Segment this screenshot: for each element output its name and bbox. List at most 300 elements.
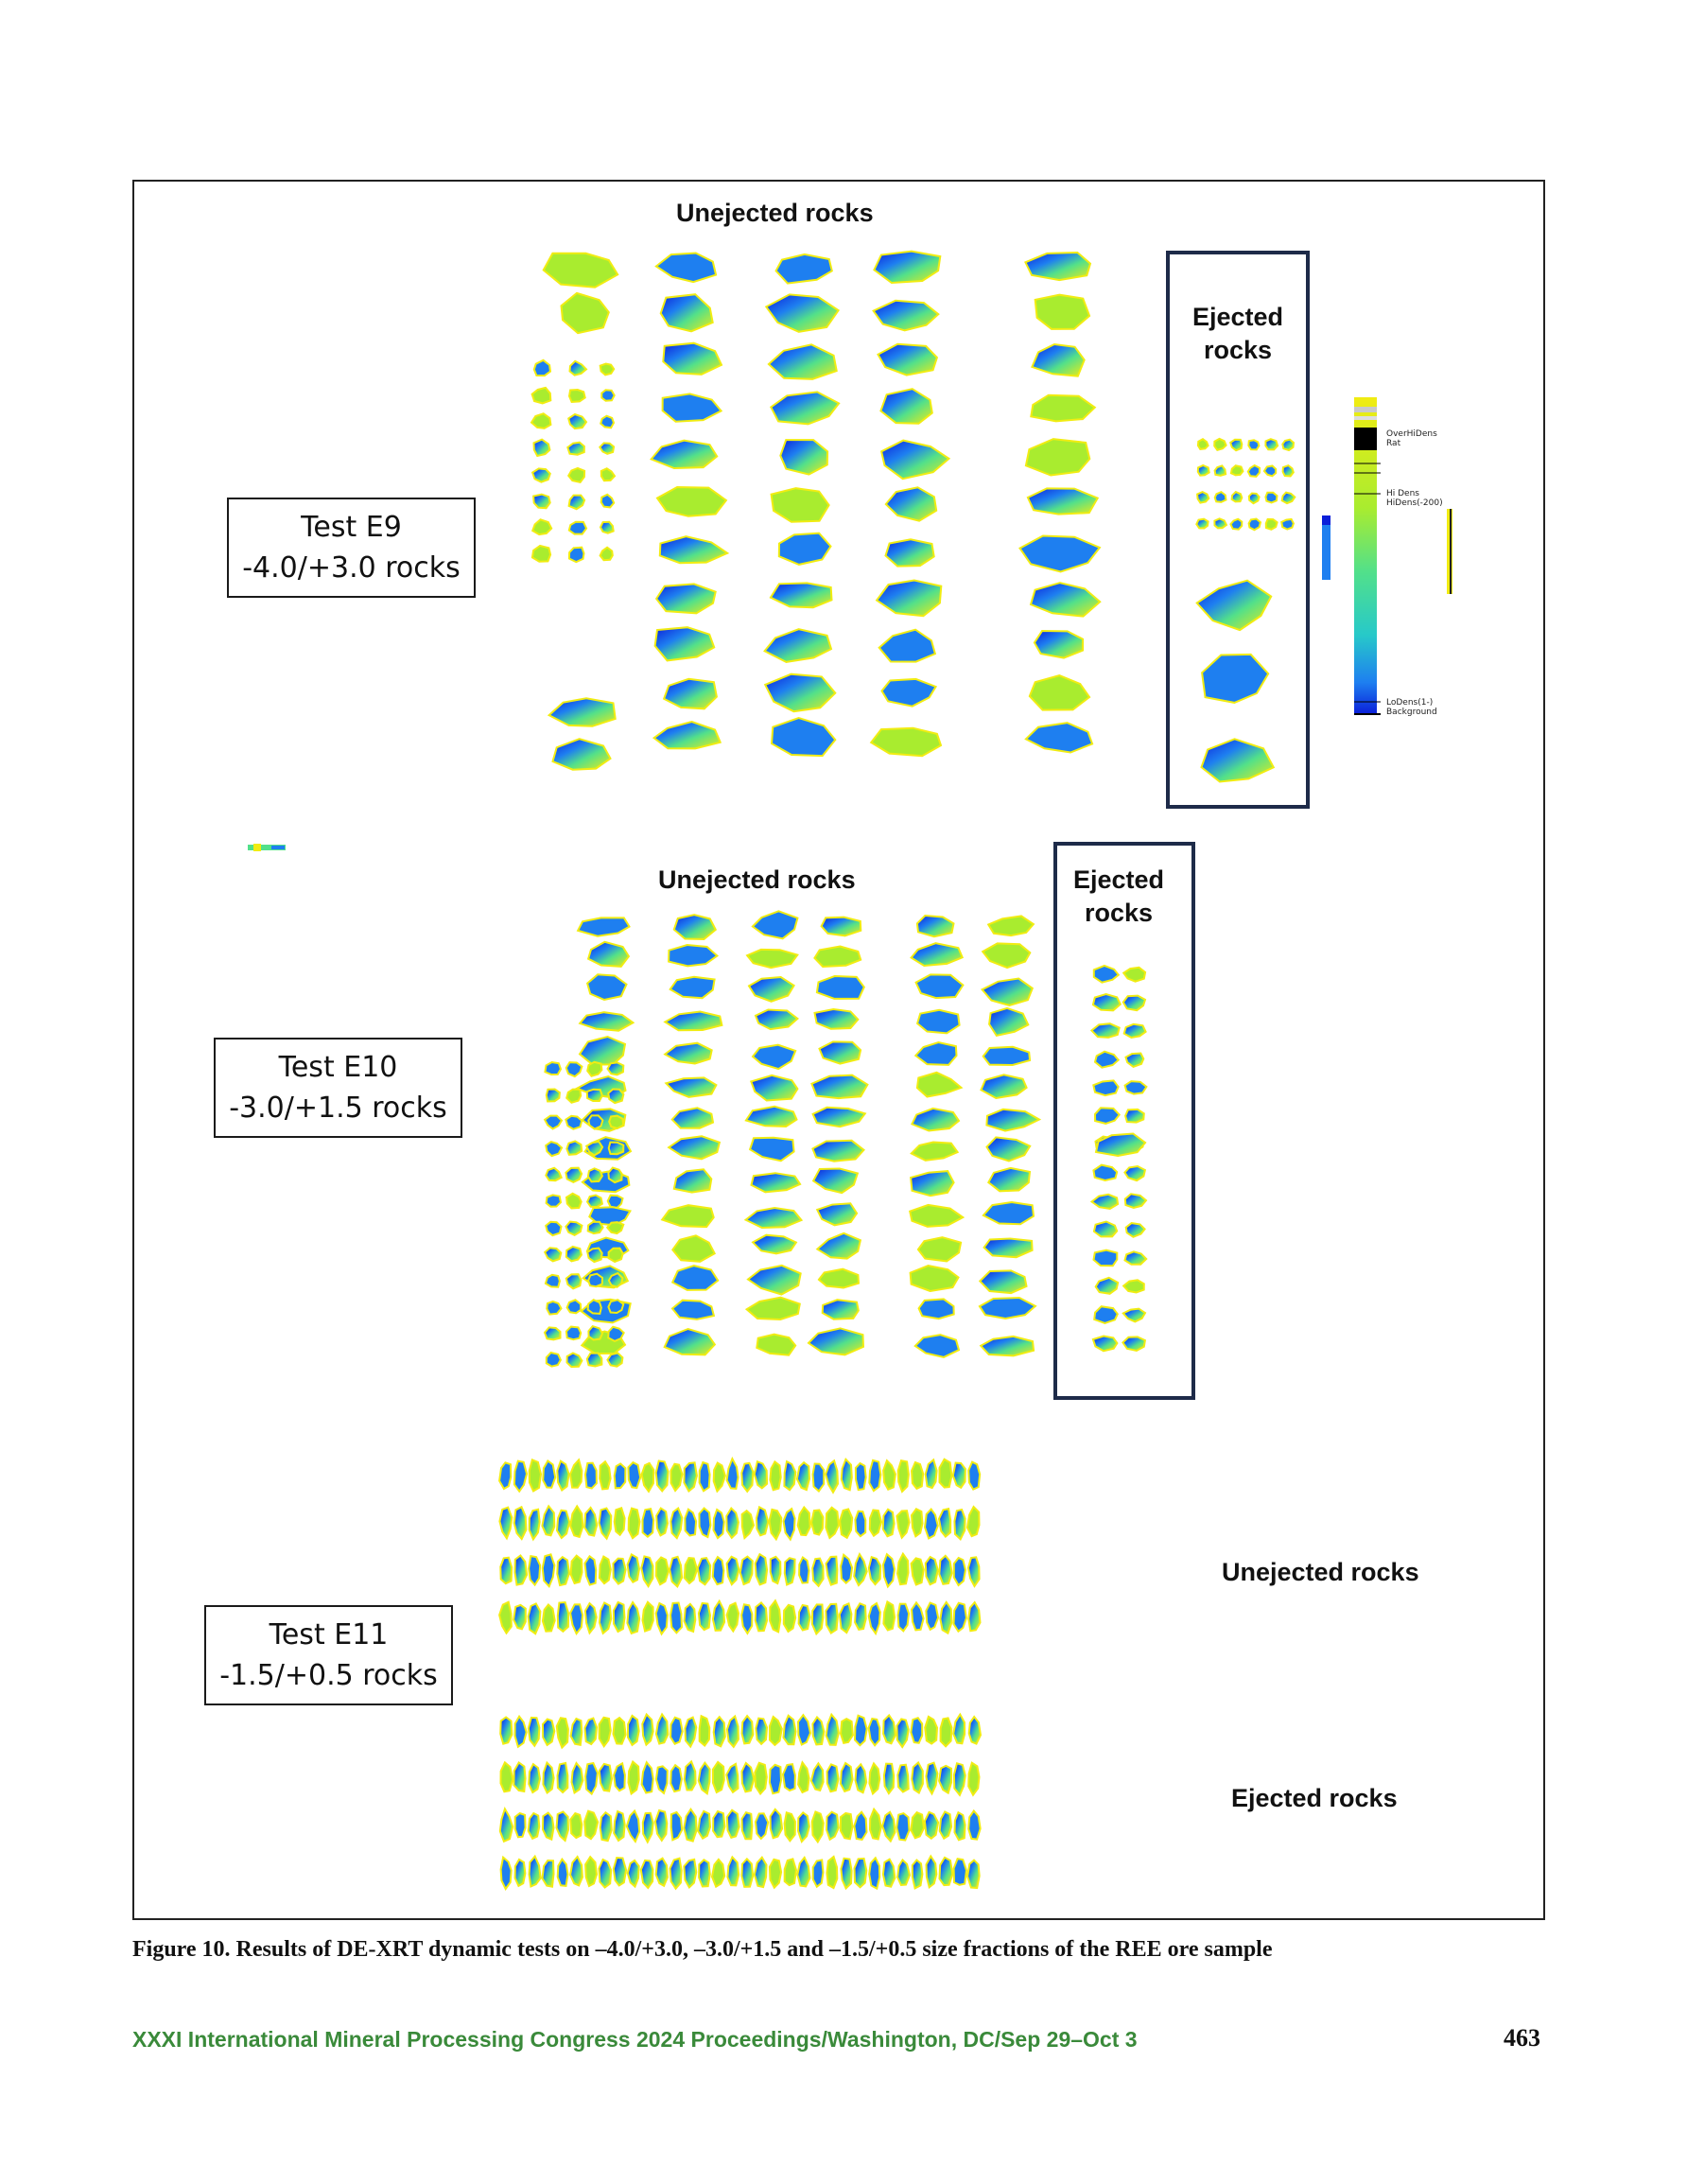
rock bbox=[855, 1716, 867, 1746]
rock bbox=[699, 1860, 710, 1886]
rock bbox=[747, 950, 797, 968]
rock bbox=[557, 1461, 568, 1491]
rock bbox=[748, 1266, 801, 1295]
rock bbox=[883, 1510, 895, 1537]
e10-unejected-label: Unejected rocks bbox=[658, 865, 856, 894]
rock bbox=[869, 1719, 880, 1745]
rock bbox=[608, 1196, 623, 1208]
rock bbox=[955, 1812, 965, 1840]
rock bbox=[601, 495, 615, 508]
rock bbox=[784, 1461, 795, 1490]
rock bbox=[811, 1075, 867, 1099]
rock bbox=[655, 1810, 667, 1841]
rock bbox=[643, 1509, 654, 1537]
rock bbox=[670, 1464, 682, 1491]
rock bbox=[742, 1716, 754, 1743]
rock bbox=[727, 1557, 739, 1584]
rock bbox=[940, 1858, 953, 1885]
rock bbox=[557, 1511, 569, 1538]
rock bbox=[629, 1509, 640, 1539]
rock bbox=[566, 1194, 582, 1209]
rock bbox=[756, 1554, 767, 1584]
rock bbox=[797, 1462, 809, 1490]
rock bbox=[553, 739, 611, 770]
rock bbox=[886, 487, 936, 520]
rock bbox=[874, 252, 940, 283]
rock bbox=[558, 1602, 568, 1632]
rock bbox=[817, 1233, 861, 1259]
rock bbox=[870, 1809, 881, 1840]
rock bbox=[882, 1812, 895, 1842]
rock bbox=[714, 1463, 725, 1492]
rock bbox=[954, 1603, 967, 1632]
rock bbox=[578, 917, 629, 935]
rock bbox=[501, 1858, 512, 1889]
rock bbox=[600, 1603, 611, 1634]
rock bbox=[545, 1062, 561, 1075]
rock bbox=[685, 1761, 696, 1790]
rock bbox=[741, 1463, 753, 1492]
density-scale-bar bbox=[1354, 397, 1381, 714]
rock bbox=[601, 468, 615, 480]
rock bbox=[726, 1509, 739, 1538]
rock bbox=[587, 1354, 602, 1367]
rock bbox=[988, 916, 1034, 935]
rock bbox=[656, 1509, 668, 1536]
rock bbox=[939, 1509, 950, 1537]
rock bbox=[656, 1766, 668, 1793]
rock bbox=[798, 1508, 810, 1536]
rock bbox=[770, 1717, 782, 1745]
rock bbox=[917, 1010, 960, 1034]
rock bbox=[572, 1763, 583, 1792]
rock bbox=[742, 1511, 754, 1538]
rock bbox=[822, 917, 861, 936]
rock bbox=[545, 1327, 561, 1339]
rock bbox=[515, 1717, 527, 1747]
rock bbox=[1025, 253, 1090, 280]
rock bbox=[499, 1508, 512, 1539]
rock bbox=[665, 1329, 715, 1354]
rock bbox=[584, 1719, 597, 1745]
rock bbox=[746, 1208, 802, 1228]
rock bbox=[856, 1463, 866, 1490]
rock bbox=[672, 1266, 718, 1290]
rock bbox=[569, 548, 584, 563]
rock bbox=[967, 1507, 980, 1536]
page-number: 463 bbox=[1504, 2024, 1540, 2052]
rock bbox=[685, 1558, 698, 1583]
rock bbox=[883, 1715, 896, 1743]
rock bbox=[529, 1718, 540, 1746]
rock bbox=[713, 1811, 724, 1837]
rock bbox=[870, 1510, 881, 1535]
rock bbox=[815, 1009, 859, 1029]
rock bbox=[600, 1764, 612, 1791]
rock bbox=[897, 1719, 909, 1747]
rock bbox=[628, 1555, 639, 1582]
rock bbox=[713, 1601, 724, 1631]
rock bbox=[669, 1136, 720, 1159]
rock bbox=[588, 1222, 603, 1233]
rock bbox=[499, 1462, 511, 1489]
rock bbox=[664, 679, 717, 709]
rock bbox=[567, 443, 584, 455]
test-e11-range: -1.5/+0.5 rocks bbox=[219, 1659, 438, 1692]
rock bbox=[727, 1717, 739, 1747]
rock bbox=[529, 1813, 540, 1839]
rock bbox=[814, 947, 861, 968]
e9-ejected-label-line2: rocks bbox=[1203, 336, 1273, 365]
rock bbox=[841, 1719, 853, 1743]
rock bbox=[756, 1719, 767, 1744]
rock bbox=[918, 1237, 961, 1261]
rock bbox=[566, 1090, 581, 1103]
rock bbox=[674, 1169, 712, 1192]
rock bbox=[585, 1603, 597, 1633]
rock bbox=[898, 1604, 910, 1632]
rock bbox=[809, 1328, 863, 1354]
rock bbox=[600, 364, 615, 376]
rock bbox=[925, 1717, 937, 1744]
rock bbox=[827, 1764, 839, 1791]
rock bbox=[642, 1715, 652, 1745]
rock bbox=[546, 1275, 560, 1287]
rock bbox=[940, 1812, 951, 1839]
rock bbox=[662, 1205, 714, 1227]
e10-ejected-label bbox=[1057, 864, 1180, 930]
rock bbox=[817, 976, 864, 999]
scale-label-hidens: Hi Dens HiDens(-200) bbox=[1386, 489, 1443, 509]
rock bbox=[699, 1763, 710, 1794]
rock bbox=[968, 1811, 981, 1840]
rock bbox=[881, 441, 948, 480]
rock bbox=[543, 1605, 555, 1632]
rock bbox=[770, 1600, 780, 1632]
rock bbox=[911, 1266, 959, 1291]
rock bbox=[656, 1461, 669, 1492]
rock bbox=[912, 1763, 923, 1793]
rock bbox=[600, 416, 614, 428]
rock bbox=[663, 393, 722, 421]
e9-unejected-label: Unejected rocks bbox=[676, 199, 874, 227]
rock bbox=[746, 1107, 797, 1127]
rock bbox=[812, 1811, 824, 1842]
rock bbox=[727, 1857, 739, 1885]
rock bbox=[813, 1108, 865, 1127]
rock bbox=[684, 1809, 696, 1842]
rock bbox=[855, 1511, 865, 1537]
rock bbox=[799, 1558, 809, 1583]
rock bbox=[614, 1858, 626, 1885]
rock bbox=[911, 1812, 924, 1838]
rock bbox=[656, 1558, 669, 1585]
rock bbox=[670, 1765, 682, 1791]
rock bbox=[670, 1557, 682, 1587]
rock bbox=[983, 1047, 1030, 1065]
rock bbox=[515, 1860, 526, 1886]
rock bbox=[529, 1603, 541, 1634]
rock bbox=[500, 1558, 512, 1584]
rock bbox=[571, 1719, 583, 1745]
rock bbox=[1035, 631, 1083, 658]
rock bbox=[641, 1861, 653, 1888]
rock bbox=[823, 1300, 859, 1319]
rock bbox=[1028, 488, 1098, 514]
rock bbox=[629, 1762, 639, 1794]
rock bbox=[565, 1168, 582, 1182]
e10-ejected-label-line1: Ejected bbox=[1072, 865, 1165, 894]
rock bbox=[514, 1507, 527, 1539]
rock bbox=[700, 1716, 710, 1745]
rock bbox=[925, 1812, 938, 1839]
rock bbox=[884, 1764, 894, 1793]
rock bbox=[565, 1222, 582, 1235]
rock bbox=[656, 584, 716, 613]
rock bbox=[655, 627, 715, 660]
rock bbox=[940, 1459, 952, 1488]
rock bbox=[672, 1235, 714, 1262]
rock bbox=[755, 1763, 767, 1794]
rock bbox=[514, 1461, 527, 1492]
rock bbox=[513, 1763, 525, 1791]
rock bbox=[608, 1327, 624, 1341]
rock bbox=[1026, 439, 1089, 475]
rock bbox=[953, 1715, 965, 1744]
rock bbox=[642, 1762, 653, 1792]
rock bbox=[585, 1857, 597, 1886]
rock bbox=[812, 1141, 863, 1162]
rock bbox=[926, 1603, 938, 1630]
rock bbox=[609, 1249, 623, 1262]
e10-ejected-label-line2: rocks bbox=[1084, 899, 1154, 928]
rock bbox=[532, 388, 551, 404]
rock bbox=[826, 1508, 839, 1538]
rock bbox=[571, 1556, 583, 1583]
rock bbox=[819, 1269, 859, 1288]
rock bbox=[513, 1605, 526, 1629]
rock bbox=[660, 536, 727, 563]
rock bbox=[614, 1718, 626, 1744]
rock bbox=[656, 1859, 668, 1886]
rock bbox=[698, 1558, 710, 1584]
rock bbox=[755, 1461, 767, 1488]
test-e9-name: Test E9 bbox=[301, 510, 402, 544]
rock bbox=[661, 294, 713, 331]
rock bbox=[757, 1507, 768, 1535]
rock bbox=[798, 1812, 809, 1842]
rock bbox=[912, 943, 963, 966]
rock bbox=[779, 533, 831, 565]
rock bbox=[855, 1859, 867, 1887]
rock bbox=[615, 1464, 626, 1489]
rock bbox=[543, 1813, 554, 1840]
rock bbox=[912, 1558, 924, 1584]
rock bbox=[654, 722, 721, 748]
test-e10-name: Test E10 bbox=[278, 1050, 398, 1084]
rock bbox=[883, 1554, 895, 1586]
rock bbox=[562, 293, 609, 333]
rock bbox=[530, 1459, 541, 1491]
rock bbox=[784, 1605, 795, 1632]
rock bbox=[566, 1062, 583, 1076]
rock bbox=[568, 468, 584, 482]
rock bbox=[614, 1602, 625, 1632]
rock bbox=[588, 1326, 602, 1339]
rock bbox=[987, 1137, 1031, 1161]
rock bbox=[780, 440, 827, 475]
rock bbox=[514, 1556, 527, 1585]
rock bbox=[543, 1861, 554, 1887]
rock bbox=[588, 1274, 602, 1287]
rock bbox=[570, 361, 587, 376]
rock bbox=[665, 1012, 722, 1031]
rock bbox=[547, 1195, 561, 1206]
rock bbox=[954, 1859, 966, 1885]
rock bbox=[580, 1037, 625, 1065]
rock bbox=[588, 1115, 602, 1128]
rock bbox=[585, 1556, 597, 1584]
rock bbox=[613, 1559, 625, 1584]
rock bbox=[601, 390, 614, 400]
rock bbox=[530, 1510, 540, 1540]
rock bbox=[926, 1557, 938, 1584]
rock bbox=[1032, 344, 1084, 376]
rock bbox=[546, 1142, 562, 1156]
rock bbox=[569, 390, 585, 402]
rock bbox=[915, 1042, 956, 1065]
rock bbox=[989, 1008, 1028, 1036]
e11-unejected-label: Unejected rocks bbox=[1222, 1558, 1419, 1586]
rock bbox=[878, 344, 937, 376]
rock bbox=[886, 539, 934, 566]
rock bbox=[967, 1861, 980, 1888]
rock bbox=[988, 1168, 1030, 1191]
rock bbox=[915, 1335, 959, 1357]
rock bbox=[671, 1812, 683, 1840]
rock bbox=[855, 1603, 866, 1630]
rock bbox=[566, 1274, 582, 1288]
rock bbox=[968, 1602, 980, 1631]
rock bbox=[812, 1559, 823, 1586]
rock bbox=[558, 1763, 568, 1792]
rock bbox=[1020, 536, 1100, 572]
scale-label-lodens: LoDens(1-) Background bbox=[1386, 698, 1437, 718]
rock bbox=[712, 1860, 724, 1887]
rock bbox=[714, 1510, 724, 1538]
rock bbox=[713, 1762, 724, 1792]
rock bbox=[570, 1857, 583, 1885]
rock bbox=[813, 1464, 825, 1492]
rock bbox=[545, 1248, 561, 1261]
rock bbox=[543, 1720, 554, 1745]
rock bbox=[941, 1718, 952, 1746]
rock bbox=[531, 413, 550, 428]
rock bbox=[883, 1601, 895, 1630]
rock bbox=[570, 1506, 583, 1537]
rock bbox=[672, 1301, 714, 1319]
rock bbox=[910, 1205, 963, 1227]
rock bbox=[953, 1463, 965, 1488]
rock bbox=[670, 1509, 682, 1539]
e9-ejected-label-line1: Ejected bbox=[1191, 303, 1284, 331]
rock bbox=[714, 1717, 725, 1746]
rock bbox=[1035, 295, 1089, 329]
rock bbox=[1031, 583, 1100, 617]
rock bbox=[499, 1602, 512, 1634]
rock bbox=[869, 1858, 879, 1888]
rock bbox=[628, 1716, 639, 1745]
rock bbox=[530, 1857, 541, 1887]
rock bbox=[557, 1718, 568, 1747]
rock bbox=[954, 1763, 965, 1795]
rock bbox=[609, 1116, 623, 1128]
rock bbox=[684, 1860, 696, 1888]
rock bbox=[656, 253, 716, 283]
rock bbox=[983, 943, 1030, 968]
rock bbox=[771, 1557, 781, 1583]
rock bbox=[757, 1335, 795, 1355]
rock bbox=[776, 254, 832, 284]
rock bbox=[670, 1859, 682, 1889]
rock bbox=[869, 1763, 879, 1793]
rock bbox=[713, 1557, 724, 1584]
rock bbox=[529, 1556, 540, 1584]
rock bbox=[600, 443, 614, 453]
rock bbox=[813, 1860, 824, 1886]
rock bbox=[532, 519, 551, 534]
rock bbox=[656, 1715, 669, 1744]
rock bbox=[532, 546, 550, 562]
rock bbox=[812, 1717, 824, 1744]
rock bbox=[547, 1302, 561, 1315]
rock bbox=[585, 1763, 598, 1794]
rock bbox=[1026, 723, 1092, 752]
rock bbox=[600, 1557, 611, 1584]
rock bbox=[919, 1299, 954, 1319]
rock bbox=[756, 1813, 768, 1839]
scale-label-overhidens: OverHiDens Rat bbox=[1386, 429, 1437, 449]
rock bbox=[826, 1812, 839, 1840]
rock bbox=[614, 1811, 625, 1841]
rock bbox=[939, 1766, 951, 1793]
rock bbox=[982, 1075, 1027, 1098]
rock bbox=[751, 1075, 797, 1101]
rock bbox=[607, 1354, 622, 1367]
rock bbox=[567, 1300, 582, 1313]
rock bbox=[983, 979, 1033, 1005]
rock bbox=[980, 1298, 1035, 1319]
rock bbox=[820, 1041, 861, 1063]
rock bbox=[587, 1196, 602, 1208]
rock bbox=[628, 1861, 639, 1887]
rock bbox=[898, 1460, 909, 1492]
rock bbox=[608, 1090, 623, 1104]
rock bbox=[785, 1558, 795, 1584]
rock bbox=[771, 392, 839, 424]
rock bbox=[614, 1763, 625, 1791]
test-e9-range: -4.0/+3.0 rocks bbox=[242, 551, 461, 585]
rock bbox=[542, 1506, 554, 1535]
rock bbox=[912, 1602, 924, 1630]
rock bbox=[1030, 675, 1089, 710]
rock bbox=[699, 1603, 710, 1630]
rock bbox=[896, 1511, 909, 1538]
test-e10-range: -3.0/+1.5 rocks bbox=[229, 1092, 447, 1125]
rock bbox=[600, 522, 614, 533]
rock bbox=[954, 1510, 965, 1539]
rock bbox=[749, 977, 794, 1002]
